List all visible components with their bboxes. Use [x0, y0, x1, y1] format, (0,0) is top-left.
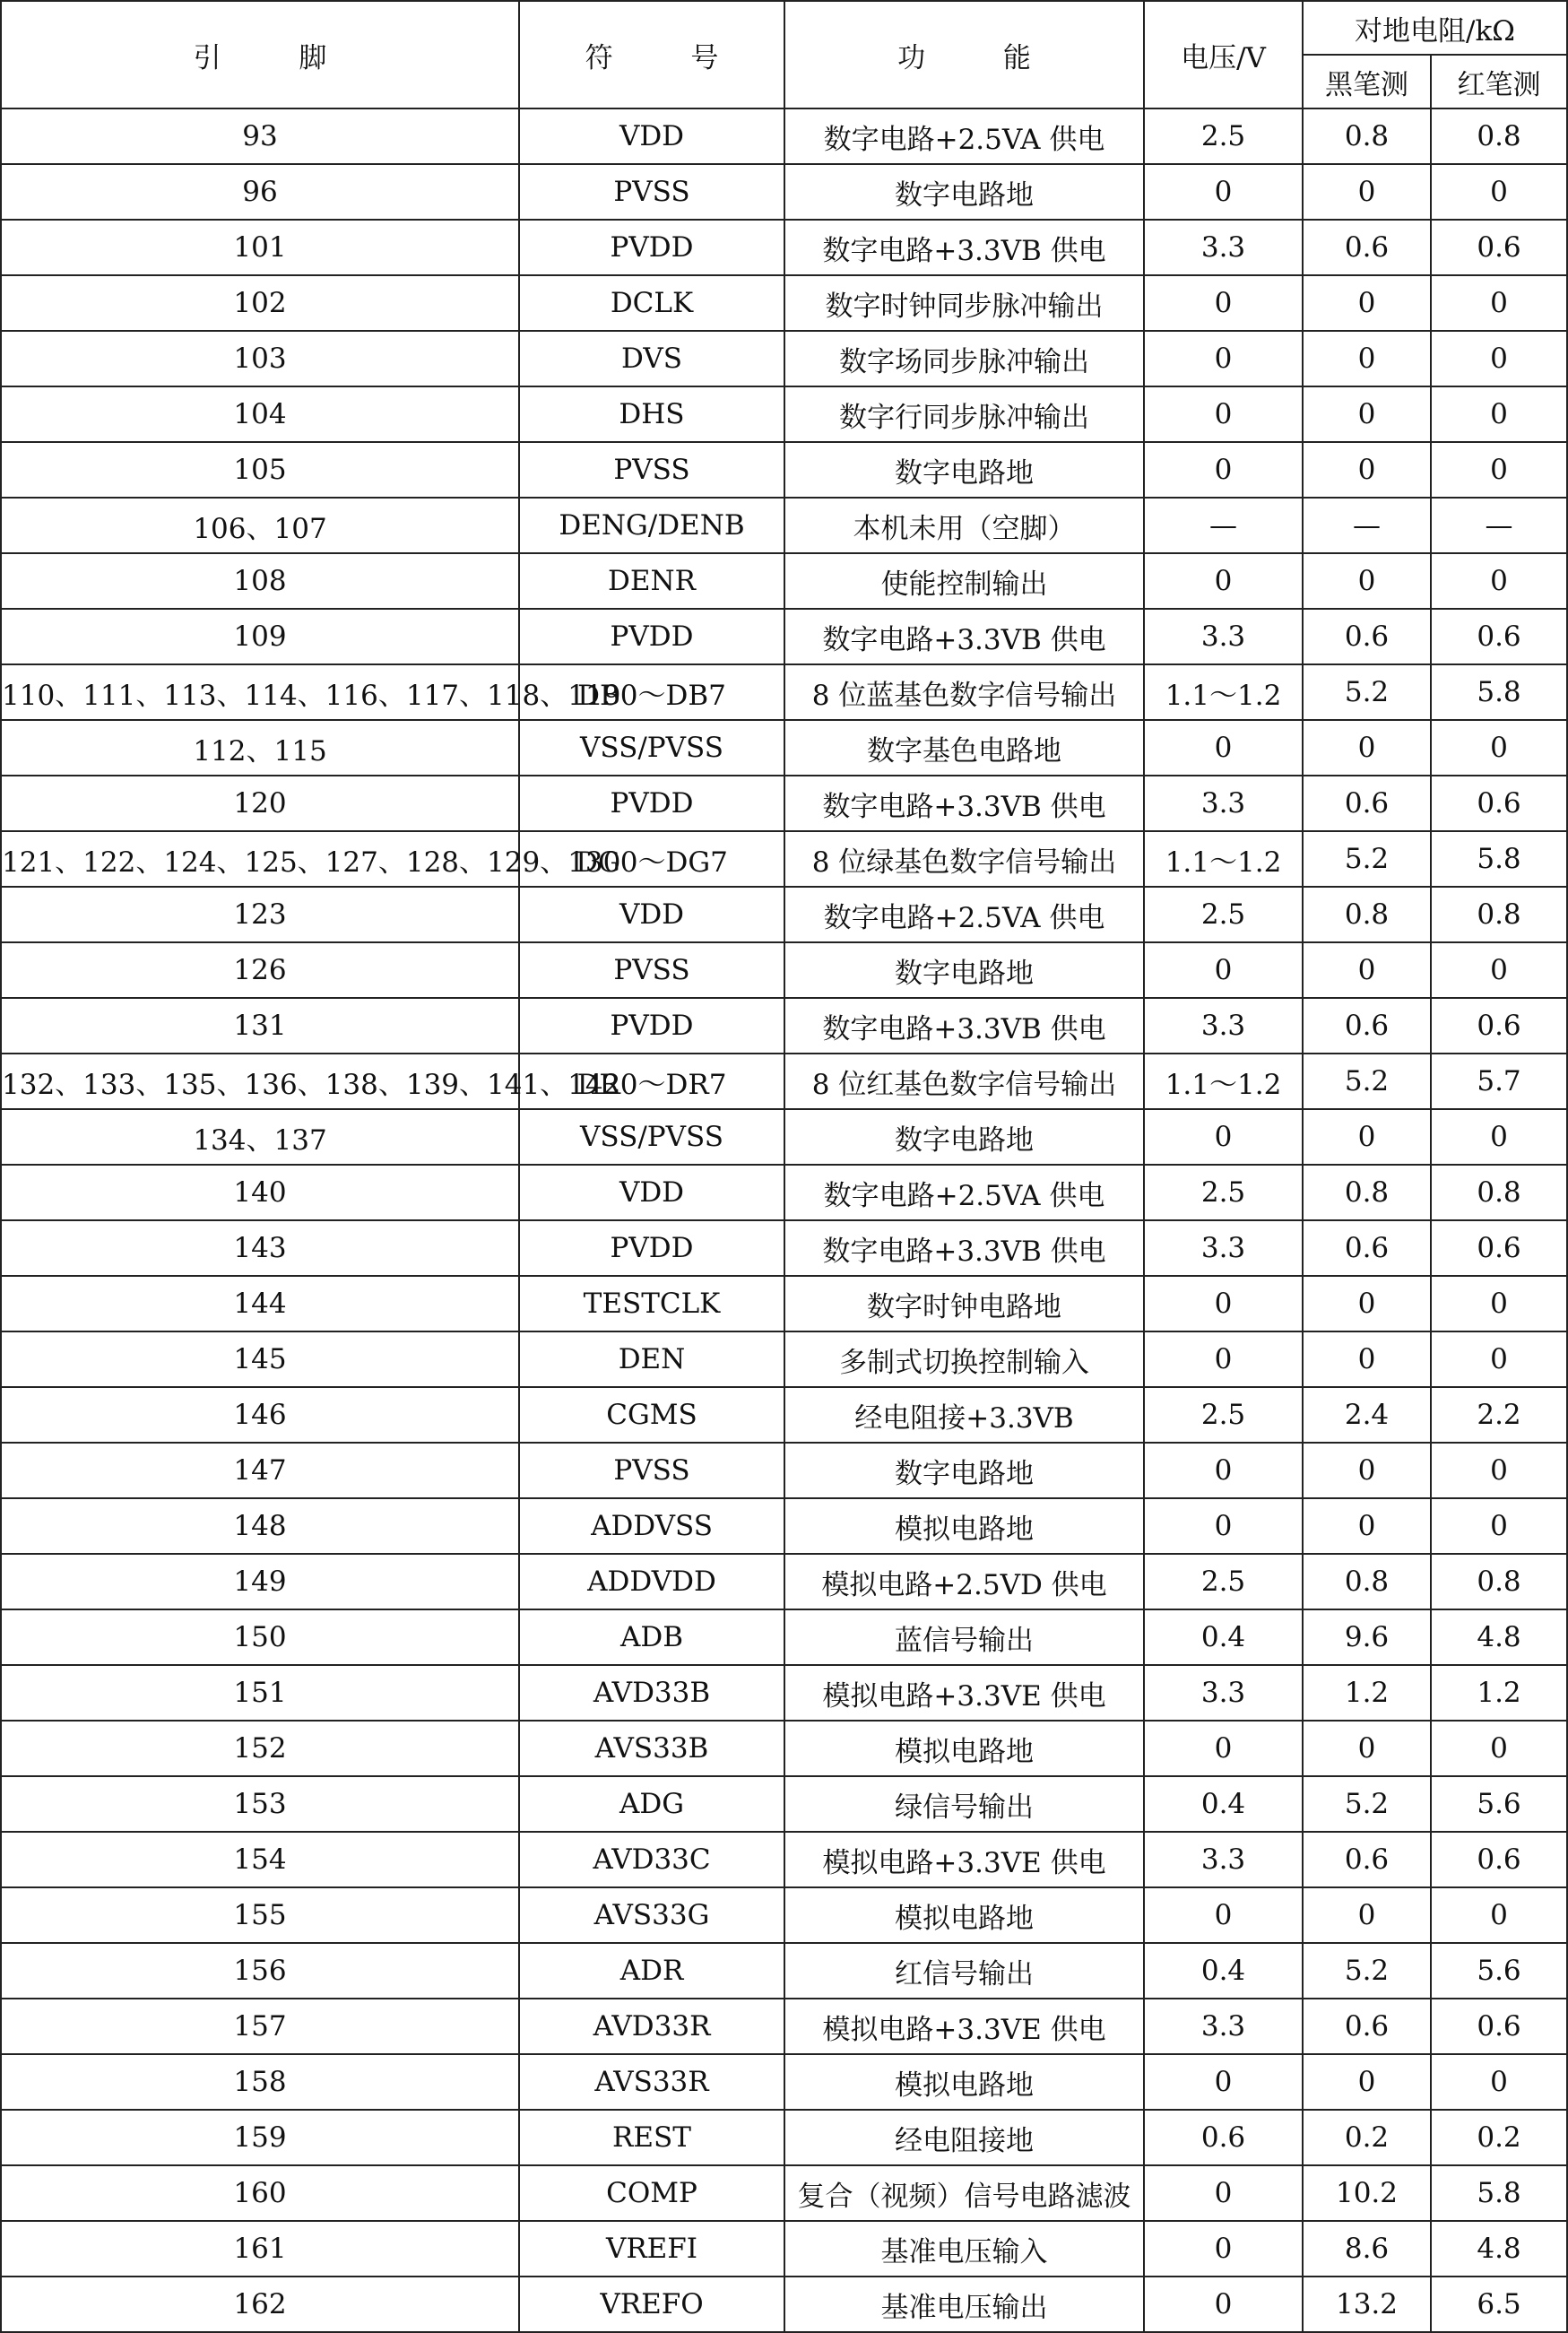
- pin-cell: 156: [1, 1943, 519, 1999]
- function-cell: 数字时钟电路地: [784, 1276, 1144, 1331]
- voltage-cell: 0: [1144, 1276, 1303, 1331]
- voltage-cell: 3.3: [1144, 1665, 1303, 1721]
- symbol-cell: PVSS: [519, 1443, 784, 1498]
- voltage-cell: 3.3: [1144, 776, 1303, 831]
- symbol-cell: DB0～DB7: [519, 664, 784, 720]
- black-probe-cell: 5.2: [1303, 664, 1431, 720]
- table-row: [1, 1387, 1567, 1443]
- black-probe-cell: 0.6: [1303, 1220, 1431, 1276]
- symbol-cell: ADG: [519, 1776, 784, 1832]
- function-cell: 数字电路+3.3VB 供电: [784, 609, 1144, 664]
- black-probe-cell: 0: [1303, 2054, 1431, 2110]
- header-pin: 引 脚: [1, 1, 519, 108]
- pin-cell: 154: [1, 1832, 519, 1887]
- symbol-cell: VREFO: [519, 2277, 784, 2332]
- table-row: [1, 664, 1567, 720]
- symbol-cell: DR0～DR7: [519, 1054, 784, 1109]
- table-row: [1, 1999, 1567, 2054]
- symbol-cell: PVDD: [519, 776, 784, 831]
- function-cell: 数字电路+3.3VB 供电: [784, 1220, 1144, 1276]
- symbol-cell: ADR: [519, 1943, 784, 1999]
- voltage-cell: 0: [1144, 386, 1303, 442]
- table-row: [1, 1165, 1567, 1220]
- black-probe-cell: 0: [1303, 164, 1431, 220]
- pin-cell: 146: [1, 1387, 519, 1443]
- function-cell: 模拟电路地: [784, 2054, 1144, 2110]
- symbol-cell: PVDD: [519, 609, 784, 664]
- symbol-cell: PVSS: [519, 942, 784, 998]
- red-probe-cell: 0.6: [1431, 609, 1567, 664]
- pin-cell: 148: [1, 1498, 519, 1554]
- black-probe-cell: 0: [1303, 1887, 1431, 1943]
- function-cell: 数字时钟同步脉冲输出: [784, 275, 1144, 331]
- black-probe-cell: 10.2: [1303, 2165, 1431, 2221]
- black-probe-cell: 0: [1303, 942, 1431, 998]
- function-cell: 数字行同步脉冲输出: [784, 386, 1144, 442]
- table-row: [1, 2165, 1567, 2221]
- black-probe-cell: 0: [1303, 553, 1431, 609]
- table-row: [1, 164, 1567, 220]
- table-row: [1, 220, 1567, 275]
- table-row: [1, 1498, 1567, 1554]
- pin-cell: 153: [1, 1776, 519, 1832]
- voltage-cell: 0: [1144, 331, 1303, 386]
- black-probe-cell: 5.2: [1303, 831, 1431, 887]
- symbol-cell: PVDD: [519, 220, 784, 275]
- symbol-cell: ADDVSS: [519, 1498, 784, 1554]
- table-row: [1, 2277, 1567, 2332]
- table-row: [1, 942, 1567, 998]
- pin-cell: 162: [1, 2277, 519, 2332]
- black-probe-cell: 2.4: [1303, 1387, 1431, 1443]
- black-probe-cell: 0: [1303, 1498, 1431, 1554]
- voltage-cell: 0: [1144, 720, 1303, 776]
- red-probe-cell: 0.6: [1431, 776, 1567, 831]
- pin-cell: 126: [1, 942, 519, 998]
- black-probe-cell: 0.8: [1303, 887, 1431, 942]
- voltage-cell: 2.5: [1144, 887, 1303, 942]
- red-probe-cell: 5.8: [1431, 664, 1567, 720]
- table-row: [1, 1054, 1567, 1109]
- pin-cell: 123: [1, 887, 519, 942]
- red-probe-cell: 0: [1431, 1887, 1567, 1943]
- pin-cell: 149: [1, 1554, 519, 1609]
- symbol-cell: PVDD: [519, 998, 784, 1054]
- function-cell: 数字电路地: [784, 164, 1144, 220]
- pin-cell: 108: [1, 553, 519, 609]
- table-row: [1, 108, 1567, 164]
- table-row: [1, 1554, 1567, 1609]
- table-row: [1, 609, 1567, 664]
- symbol-cell: PVSS: [519, 442, 784, 498]
- table-row: [1, 998, 1567, 1054]
- function-cell: 复合（视频）信号电路滤波: [784, 2165, 1144, 2221]
- voltage-cell: 0.4: [1144, 1943, 1303, 1999]
- symbol-cell: AVS33B: [519, 1721, 784, 1776]
- function-cell: 数字电路地: [784, 1109, 1144, 1165]
- function-cell: 模拟电路+3.3VE 供电: [784, 1999, 1144, 2054]
- red-probe-cell: 0: [1431, 442, 1567, 498]
- red-probe-cell: 4.8: [1431, 1609, 1567, 1665]
- symbol-cell: ADDVDD: [519, 1554, 784, 1609]
- black-probe-cell: 0.6: [1303, 220, 1431, 275]
- table-row: [1, 553, 1567, 609]
- red-probe-cell: 0.8: [1431, 108, 1567, 164]
- table-row: [1, 1109, 1567, 1165]
- black-probe-cell: 5.2: [1303, 1943, 1431, 1999]
- red-probe-cell: 5.7: [1431, 1054, 1567, 1109]
- voltage-cell: 0: [1144, 942, 1303, 998]
- red-probe-cell: 0: [1431, 720, 1567, 776]
- function-cell: 模拟电路+3.3VE 供电: [784, 1665, 1144, 1721]
- voltage-cell: 0: [1144, 1331, 1303, 1387]
- symbol-cell: DG0～DG7: [519, 831, 784, 887]
- pin-cell: 93: [1, 108, 519, 164]
- red-probe-cell: 0: [1431, 1276, 1567, 1331]
- symbol-cell: AVD33C: [519, 1832, 784, 1887]
- table-row: [1, 1276, 1567, 1331]
- symbol-cell: CGMS: [519, 1387, 784, 1443]
- voltage-cell: 1.1～1.2: [1144, 1054, 1303, 1109]
- black-probe-cell: 0: [1303, 1443, 1431, 1498]
- symbol-cell: DVS: [519, 331, 784, 386]
- symbol-cell: DENR: [519, 553, 784, 609]
- black-probe-cell: 0: [1303, 1721, 1431, 1776]
- voltage-cell: 0.6: [1144, 2110, 1303, 2165]
- function-cell: 多制式切换控制输入: [784, 1331, 1144, 1387]
- pin-cell: 110、111、113、114、116、117、118、119: [1, 664, 519, 720]
- pin-cell: 158: [1, 2054, 519, 2110]
- pin-cell: 151: [1, 1665, 519, 1721]
- table-row: [1, 1776, 1567, 1832]
- red-probe-cell: 6.5: [1431, 2277, 1567, 2332]
- pin-cell: 96: [1, 164, 519, 220]
- function-cell: 8 位绿基色数字信号输出: [784, 831, 1144, 887]
- pin-cell: 159: [1, 2110, 519, 2165]
- voltage-cell: 0: [1144, 1109, 1303, 1165]
- table-row: [1, 1943, 1567, 1999]
- function-cell: 使能控制输出: [784, 553, 1144, 609]
- voltage-cell: 3.3: [1144, 220, 1303, 275]
- pin-cell: 147: [1, 1443, 519, 1498]
- black-probe-cell: 0.6: [1303, 609, 1431, 664]
- black-probe-cell: 0: [1303, 386, 1431, 442]
- table-row: [1, 1443, 1567, 1498]
- voltage-cell: 0: [1144, 2221, 1303, 2277]
- black-probe-cell: 1.2: [1303, 1665, 1431, 1721]
- red-probe-cell: 5.6: [1431, 1776, 1567, 1832]
- black-probe-cell: 0: [1303, 331, 1431, 386]
- symbol-cell: AVD33B: [519, 1665, 784, 1721]
- red-probe-cell: 0.6: [1431, 220, 1567, 275]
- black-probe-cell: 0.2: [1303, 2110, 1431, 2165]
- black-probe-cell: 0.6: [1303, 998, 1431, 1054]
- black-probe-cell: 9.6: [1303, 1609, 1431, 1665]
- table-row: [1, 275, 1567, 331]
- voltage-cell: 2.5: [1144, 1554, 1303, 1609]
- symbol-cell: VSS/PVSS: [519, 1109, 784, 1165]
- pin-cell: 131: [1, 998, 519, 1054]
- red-probe-cell: 0: [1431, 553, 1567, 609]
- function-cell: 经电阻接+3.3VB: [784, 1387, 1144, 1443]
- red-probe-cell: 0: [1431, 2054, 1567, 2110]
- symbol-cell: VSS/PVSS: [519, 720, 784, 776]
- voltage-cell: 1.1～1.2: [1144, 831, 1303, 887]
- pin-cell: 155: [1, 1887, 519, 1943]
- symbol-cell: COMP: [519, 2165, 784, 2221]
- function-cell: 数字场同步脉冲输出: [784, 331, 1144, 386]
- black-probe-cell: 13.2: [1303, 2277, 1431, 2332]
- symbol-cell: VDD: [519, 887, 784, 942]
- voltage-cell: 0: [1144, 442, 1303, 498]
- red-probe-cell: 0.8: [1431, 1165, 1567, 1220]
- pin-cell: 161: [1, 2221, 519, 2277]
- red-probe-cell: 0: [1431, 331, 1567, 386]
- black-probe-cell: 8.6: [1303, 2221, 1431, 2277]
- symbol-cell: PVDD: [519, 1220, 784, 1276]
- table-row: [1, 776, 1567, 831]
- pin-cell: 152: [1, 1721, 519, 1776]
- pin-cell: 140: [1, 1165, 519, 1220]
- pin-cell: 144: [1, 1276, 519, 1331]
- function-cell: 本机未用（空脚）: [784, 498, 1144, 553]
- black-probe-cell: 5.2: [1303, 1054, 1431, 1109]
- table-row: [1, 2110, 1567, 2165]
- table-row: [1, 1665, 1567, 1721]
- table-row: [1, 2221, 1567, 2277]
- pin-cell: 101: [1, 220, 519, 275]
- voltage-cell: 0: [1144, 553, 1303, 609]
- header-red-probe: 红笔测: [1431, 55, 1567, 108]
- header-voltage: 电压/V: [1144, 1, 1303, 108]
- black-probe-cell: 0.6: [1303, 1832, 1431, 1887]
- black-probe-cell: 0: [1303, 1276, 1431, 1331]
- voltage-cell: 2.5: [1144, 1165, 1303, 1220]
- function-cell: 模拟电路+3.3VE 供电: [784, 1832, 1144, 1887]
- function-cell: 绿信号输出: [784, 1776, 1144, 1832]
- pin-cell: 103: [1, 331, 519, 386]
- voltage-cell: 0: [1144, 1443, 1303, 1498]
- voltage-cell: 3.3: [1144, 1999, 1303, 2054]
- symbol-cell: DEN: [519, 1331, 784, 1387]
- symbol-cell: DHS: [519, 386, 784, 442]
- pin-cell: 120: [1, 776, 519, 831]
- function-cell: 数字电路+2.5VA 供电: [784, 108, 1144, 164]
- table-row: [1, 1220, 1567, 1276]
- symbol-cell: ADB: [519, 1609, 784, 1665]
- symbol-cell: AVD33R: [519, 1999, 784, 2054]
- function-cell: 基准电压输入: [784, 2221, 1144, 2277]
- pin-cell: 105: [1, 442, 519, 498]
- function-cell: 模拟电路地: [784, 1721, 1144, 1776]
- black-probe-cell: 0.6: [1303, 776, 1431, 831]
- black-probe-cell: 0: [1303, 720, 1431, 776]
- function-cell: 数字电路地: [784, 442, 1144, 498]
- table-row: [1, 331, 1567, 386]
- pin-cell: 104: [1, 386, 519, 442]
- pin-cell: 150: [1, 1609, 519, 1665]
- red-probe-cell: 0.6: [1431, 1220, 1567, 1276]
- black-probe-cell: 0: [1303, 442, 1431, 498]
- symbol-cell: DENG/DENB: [519, 498, 784, 553]
- voltage-cell: 3.3: [1144, 609, 1303, 664]
- pin-cell: 132、133、135、136、138、139、141、142: [1, 1054, 519, 1109]
- red-probe-cell: 4.8: [1431, 2221, 1567, 2277]
- pin-cell: 112、115: [1, 720, 519, 776]
- black-probe-cell: 0.8: [1303, 1554, 1431, 1609]
- red-probe-cell: 0: [1431, 1498, 1567, 1554]
- voltage-cell: —: [1144, 498, 1303, 553]
- symbol-cell: REST: [519, 2110, 784, 2165]
- red-probe-cell: 0: [1431, 1721, 1567, 1776]
- black-probe-cell: 0.8: [1303, 1165, 1431, 1220]
- pin-cell: 157: [1, 1999, 519, 2054]
- header-function: 功 能: [784, 1, 1144, 108]
- red-probe-cell: 5.6: [1431, 1943, 1567, 1999]
- black-probe-cell: 0: [1303, 275, 1431, 331]
- table-row: [1, 887, 1567, 942]
- pin-cell: 134、137: [1, 1109, 519, 1165]
- function-cell: 数字电路地: [784, 942, 1144, 998]
- black-probe-cell: 0: [1303, 1109, 1431, 1165]
- function-cell: 模拟电路地: [784, 1498, 1144, 1554]
- table-body: [1, 108, 1567, 2332]
- pin-cell: 109: [1, 609, 519, 664]
- black-probe-cell: 0.6: [1303, 1999, 1431, 2054]
- red-probe-cell: 0: [1431, 275, 1567, 331]
- symbol-cell: VREFI: [519, 2221, 784, 2277]
- table-row: [1, 2054, 1567, 2110]
- voltage-cell: 1.1～1.2: [1144, 664, 1303, 720]
- table-row: [1, 720, 1567, 776]
- voltage-cell: 3.3: [1144, 1832, 1303, 1887]
- pin-cell: 143: [1, 1220, 519, 1276]
- black-probe-cell: 0.8: [1303, 108, 1431, 164]
- red-probe-cell: 0.6: [1431, 1999, 1567, 2054]
- function-cell: 数字电路+2.5VA 供电: [784, 1165, 1144, 1220]
- function-cell: 经电阻接地: [784, 2110, 1144, 2165]
- header-symbol: 符 号: [519, 1, 784, 108]
- black-probe-cell: —: [1303, 498, 1431, 553]
- red-probe-cell: 0: [1431, 164, 1567, 220]
- function-cell: 基准电压输出: [784, 2277, 1144, 2332]
- red-probe-cell: 0: [1431, 1331, 1567, 1387]
- red-probe-cell: 0.2: [1431, 2110, 1567, 2165]
- function-cell: 数字电路+3.3VB 供电: [784, 776, 1144, 831]
- red-probe-cell: 5.8: [1431, 2165, 1567, 2221]
- red-probe-cell: 0.8: [1431, 887, 1567, 942]
- function-cell: 数字电路+3.3VB 供电: [784, 998, 1144, 1054]
- pin-cell: 102: [1, 275, 519, 331]
- pin-cell: 160: [1, 2165, 519, 2221]
- red-probe-cell: 5.8: [1431, 831, 1567, 887]
- table-row: [1, 1721, 1567, 1776]
- function-cell: 8 位蓝基色数字信号输出: [784, 664, 1144, 720]
- black-probe-cell: 5.2: [1303, 1776, 1431, 1832]
- table-row: [1, 831, 1567, 887]
- table-row: [1, 442, 1567, 498]
- voltage-cell: 0: [1144, 275, 1303, 331]
- red-probe-cell: 0.6: [1431, 1832, 1567, 1887]
- table-row: [1, 1832, 1567, 1887]
- voltage-cell: 3.3: [1144, 998, 1303, 1054]
- voltage-cell: 2.5: [1144, 108, 1303, 164]
- red-probe-cell: 0.8: [1431, 1554, 1567, 1609]
- red-probe-cell: —: [1431, 498, 1567, 553]
- symbol-cell: DCLK: [519, 275, 784, 331]
- red-probe-cell: 0: [1431, 1443, 1567, 1498]
- function-cell: 数字基色电路地: [784, 720, 1144, 776]
- symbol-cell: AVS33R: [519, 2054, 784, 2110]
- voltage-cell: 2.5: [1144, 1387, 1303, 1443]
- red-probe-cell: 0: [1431, 1109, 1567, 1165]
- function-cell: 数字电路+3.3VB 供电: [784, 220, 1144, 275]
- symbol-cell: VDD: [519, 1165, 784, 1220]
- table-row: [1, 498, 1567, 553]
- header-resistance: 对地电阻/kΩ: [1303, 1, 1567, 55]
- symbol-cell: PVSS: [519, 164, 784, 220]
- pin-cell: 106、107: [1, 498, 519, 553]
- voltage-cell: 0: [1144, 2165, 1303, 2221]
- voltage-cell: 0: [1144, 164, 1303, 220]
- table-row: [1, 1331, 1567, 1387]
- function-cell: 模拟电路地: [784, 1887, 1144, 1943]
- voltage-cell: 0: [1144, 2277, 1303, 2332]
- table-row: [1, 1887, 1567, 1943]
- voltage-cell: 0: [1144, 1721, 1303, 1776]
- function-cell: 模拟电路+2.5VD 供电: [784, 1554, 1144, 1609]
- voltage-cell: 0: [1144, 2054, 1303, 2110]
- voltage-cell: 0: [1144, 1887, 1303, 1943]
- red-probe-cell: 0.6: [1431, 998, 1567, 1054]
- function-cell: 蓝信号输出: [784, 1609, 1144, 1665]
- red-probe-cell: 0: [1431, 386, 1567, 442]
- function-cell: 数字电路地: [784, 1443, 1144, 1498]
- symbol-cell: AVS33G: [519, 1887, 784, 1943]
- table-row: [1, 386, 1567, 442]
- black-probe-cell: 0: [1303, 1331, 1431, 1387]
- voltage-cell: 3.3: [1144, 1220, 1303, 1276]
- header-black-probe: 黑笔测: [1303, 55, 1431, 108]
- table-row: [1, 1609, 1567, 1665]
- red-probe-cell: 1.2: [1431, 1665, 1567, 1721]
- red-probe-cell: 0: [1431, 942, 1567, 998]
- voltage-cell: 0.4: [1144, 1609, 1303, 1665]
- symbol-cell: VDD: [519, 108, 784, 164]
- red-probe-cell: 2.2: [1431, 1387, 1567, 1443]
- function-cell: 红信号输出: [784, 1943, 1144, 1999]
- pin-cell: 145: [1, 1331, 519, 1387]
- voltage-cell: 0.4: [1144, 1776, 1303, 1832]
- symbol-cell: TESTCLK: [519, 1276, 784, 1331]
- pin-cell: 121、122、124、125、127、128、129、130: [1, 831, 519, 887]
- function-cell: 8 位红基色数字信号输出: [784, 1054, 1144, 1109]
- voltage-cell: 0: [1144, 1498, 1303, 1554]
- function-cell: 数字电路+2.5VA 供电: [784, 887, 1144, 942]
